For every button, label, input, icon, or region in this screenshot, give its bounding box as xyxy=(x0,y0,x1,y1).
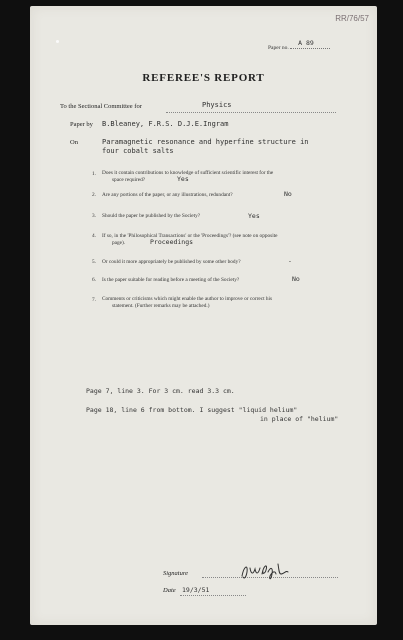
date-value: 19/3/51 xyxy=(182,586,210,594)
answer-text: Yes xyxy=(177,175,189,183)
question-text: Or could it more appropriately be published by some other body? xyxy=(102,259,241,265)
answer-text: Proceedings xyxy=(150,238,194,246)
comment-line-3: in place of "helium" xyxy=(260,415,339,423)
paper-number-value: A 89 xyxy=(298,39,314,47)
question-text: Are any portions of the paper, or any illustrations, redundant? xyxy=(102,192,233,198)
question-text: Comments or criticisms which might enable the author to improve or correct his xyxy=(102,296,273,302)
punch-hole xyxy=(56,40,59,43)
question-text: Does it contain contributions to knowledge of sufficient scientific interest for the xyxy=(102,170,274,176)
paper-number-label: Paper no. xyxy=(268,45,289,51)
handwritten-signature xyxy=(238,560,298,582)
committee-value: Physics xyxy=(202,101,232,109)
signature-label: Signature xyxy=(163,570,189,577)
question-text-cont: statement. (Further remarks may be attached.) xyxy=(112,303,210,309)
paper-number xyxy=(268,39,330,51)
answer-text: No xyxy=(284,190,292,198)
date-label: Date xyxy=(163,587,176,594)
question-text: Is the paper suitable for reading before a meeting of the Society? xyxy=(102,277,240,283)
on-value-line2: four cobalt salts xyxy=(102,147,174,155)
paper-by-value: B.Bleaney, F.R.S. D.J.E.Ingram xyxy=(102,120,229,128)
question-text-cont: page). xyxy=(112,240,126,246)
paper-by-label: Paper by xyxy=(70,121,93,128)
comment-line-1: Page 7, line 3. For 3 cm. read 3.3 cm. xyxy=(86,387,235,395)
answer-text: Yes xyxy=(248,212,260,220)
question-text: If so, in the 'Philosophical Transactions' or the 'Proceedings'? (see note on opposite xyxy=(102,233,278,239)
committee-label: To the Sectional Committee for xyxy=(60,103,142,110)
on-value-line1: Paramagnetic resonance and hyperfine structure in xyxy=(102,138,309,146)
page-title: REFEREE'S REPORT xyxy=(142,72,265,84)
comment-line-2: Page 18, line 6 from bottom. I suggest "liquid helium" xyxy=(86,406,298,414)
question-text: Should the paper be published by the Society? xyxy=(102,213,201,219)
answer-text: - xyxy=(288,257,292,265)
on-label: On xyxy=(70,139,78,146)
committee-line xyxy=(166,112,336,113)
report-page: RR/76/57 Paper no. A 89 REFEREE'S REPORT To the Sectional Committee for Physics Paper by B.Bleaney, F.R.S. D.J.E.Ingram On Paramagnetic resonance and hyperfine structure in four cobalt salts 1. Does it contain contributions to knowledge of sufficient scientific interest for the space required? Yes 2. Are any portions of the paper, or any illustrations, redundant? No 3. Should the paper be published by the Society? Yes 4. If so, in the 'Philosophical Transactions' or the 'Proceedings'? (see note on opposite page). Proceedings 5. Or could it more appropriately be published by some other body? - 6. Is the paper suitable for reading before a meeting of the Society? No 7. Comments or criticisms which might enable the author to improve or correct his statement. (Further remarks may be attached.) Page 7, line 3. For 3 cm. read 3.3 cm. Page 18, line 6 from bottom. I suggest "liquid helium" in place of "helium" Signature Date 19/3/51 xyxy=(30,6,377,625)
date-line xyxy=(180,595,246,596)
answer-text: No xyxy=(292,275,300,283)
question-text-cont: space required? xyxy=(112,177,146,183)
reference-mark: RR/76/57 xyxy=(335,14,369,23)
